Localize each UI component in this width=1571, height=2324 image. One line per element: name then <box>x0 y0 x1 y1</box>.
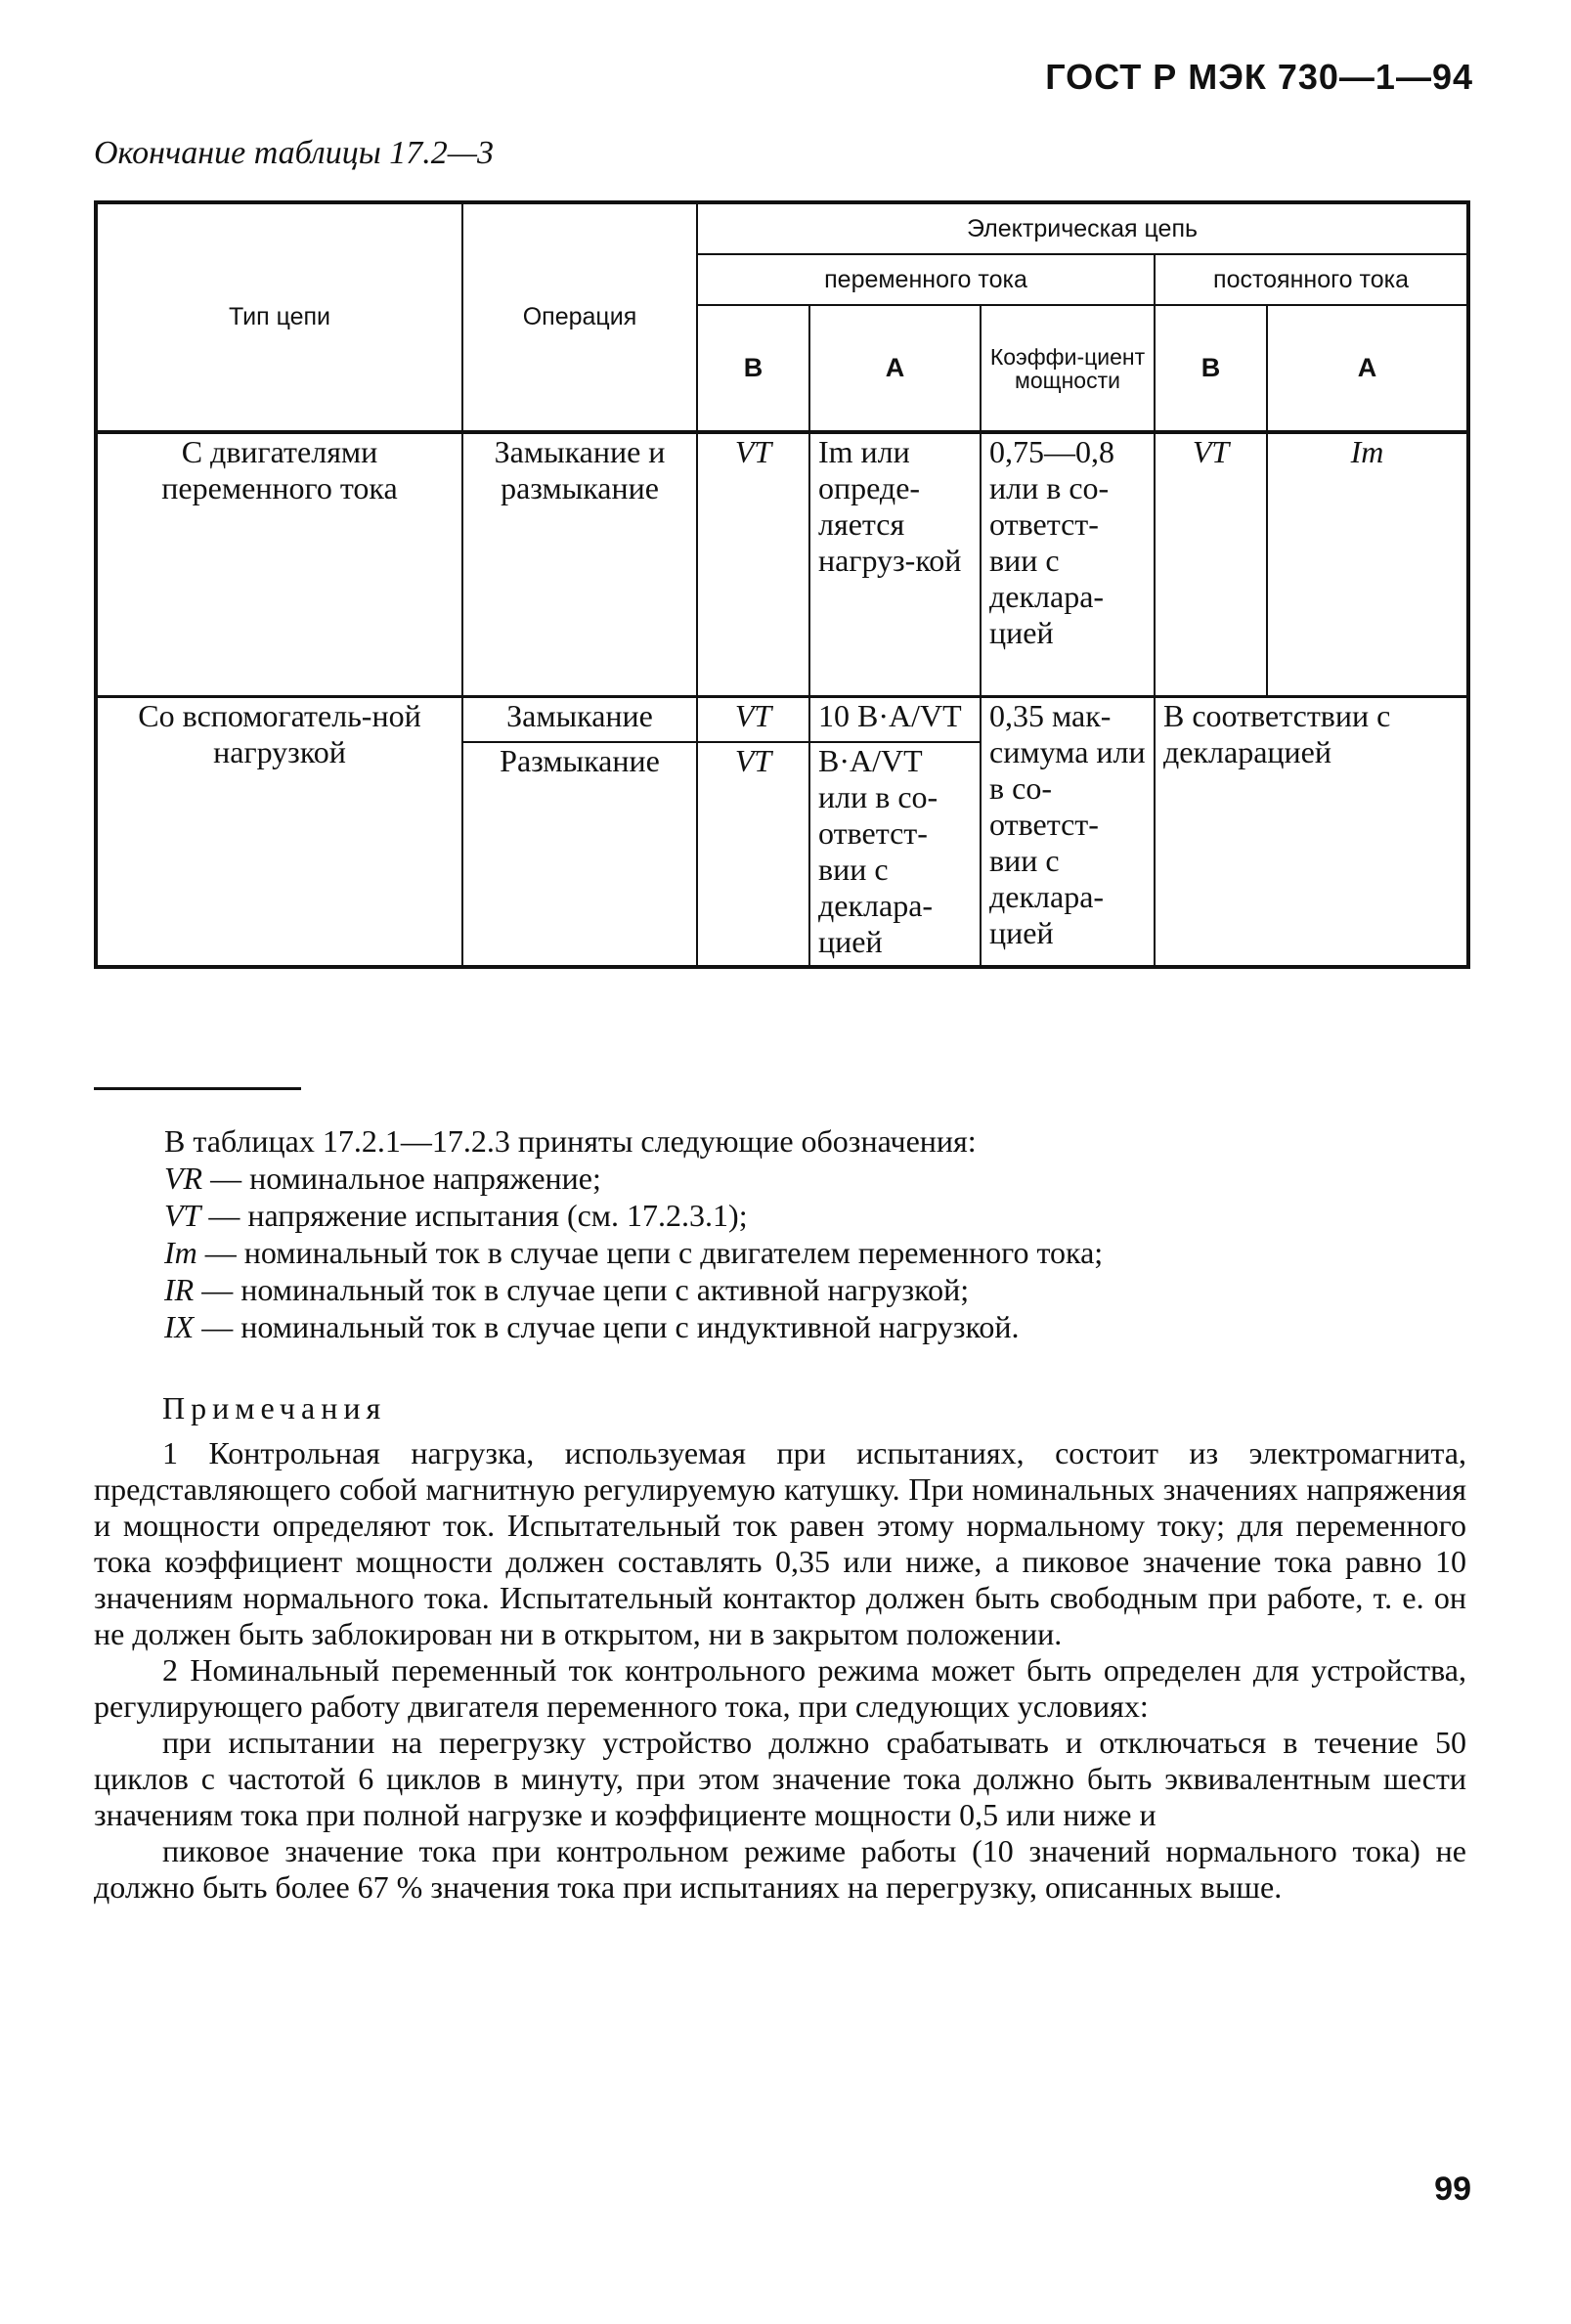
legend-text: — номинальное напряжение; <box>210 1161 601 1196</box>
legend <box>164 1122 1103 1345</box>
cell-operation-open: Размыкание <box>462 742 697 967</box>
table-row <box>96 432 1468 696</box>
col-header-operation: Операция <box>462 202 697 432</box>
legend-symbol: Im <box>164 1235 197 1270</box>
col-header-ac-voltage: В <box>697 305 809 432</box>
col-header-circuit-type: Тип цепи <box>96 202 462 432</box>
legend-symbol: IR <box>164 1272 195 1307</box>
notes-title: Примечания <box>162 1390 387 1425</box>
cell-operation: Замыкание и размыкание <box>462 432 697 696</box>
note-paragraph: пиковое значение тока при контрольном режиме работы (10 значений нормального тока) не должно быть более 67 % значения тока при испытаниях на перегрузку, описанных выше. <box>94 1833 1466 1905</box>
legend-symbol: VT <box>164 1198 201 1233</box>
legend-text: — номинальный ток в случае цепи с индуктивной нагрузкой. <box>201 1309 1020 1344</box>
page-number: 99 <box>1434 2171 1471 2208</box>
col-header-dc-voltage: В <box>1155 305 1267 432</box>
col-header-electric-circuit: Электрическая цепь <box>697 202 1468 254</box>
table-caption: Окончание таблицы 17.2—3 <box>94 135 495 171</box>
cell-operation-close: Замыкание <box>462 696 697 742</box>
cell-dc-declaration: В соответствии с декларацией <box>1155 696 1468 967</box>
col-header-dc: постоянного тока <box>1155 254 1468 305</box>
legend-text: — напряжение испытания (см. 17.2.3.1); <box>208 1198 748 1233</box>
legend-item <box>164 1197 1103 1234</box>
cell-close-voltage: VT <box>697 696 809 742</box>
legend-item <box>164 1234 1103 1271</box>
note-paragraph: при испытании на перегрузку устройство должно срабатывать и отключаться в течение 50 циклов с частотой 6 циклов в минуту, при этом значение тока должно быть эквивалентным шести значениям тока при полной нагрузке и коэффициенте мощности 0,5 или ниже и <box>94 1725 1466 1832</box>
col-header-ac: переменного тока <box>697 254 1155 305</box>
cell-power-factor: 0,75—0,8 или в со-ответст-вии с деклара-цией <box>981 432 1155 696</box>
legend-item <box>164 1271 1103 1308</box>
footnote-divider <box>94 1087 301 1090</box>
legend-item <box>164 1308 1103 1345</box>
specification-table <box>94 200 1470 969</box>
col-header-power-factor: Коэффи-циент мощности <box>981 305 1155 432</box>
legend-text: — номинальный ток в случае цепи с двигателем переменного тока; <box>204 1235 1104 1270</box>
cell-open-voltage: VT <box>697 742 809 967</box>
document-header: ГОСТ Р МЭК 730—1—94 <box>1045 57 1473 97</box>
cell-dc-current: Im <box>1267 432 1468 696</box>
cell-open-current: В·А/VT или в со-ответст-вии с деклара-цией <box>809 742 981 967</box>
legend-item <box>164 1160 1103 1197</box>
col-header-ac-current: А <box>809 305 981 432</box>
note-paragraph: 1 Контрольная нагрузка, используемая при испытаниях, состоит из электромагнита, представляющего собой магнитную регулируемую катушку. При номинальных значениях напряжения и мощности определяют ток. Испытательный ток равен этому нормальному току; для переменного тока коэффициент мощности должен составлять 0,35 или ниже, а пиковое значение тока равно 10 значениям нормального тока. Испытательный контактор должен быть свободным при работе, т. е. он не должен быть заблокирован ни в открытом, ни в закрытом положении. <box>94 1435 1466 1651</box>
table-row <box>96 696 1468 742</box>
col-header-dc-current: А <box>1267 305 1468 432</box>
legend-symbol: IX <box>164 1309 195 1344</box>
note-paragraph: 2 Номинальный переменный ток контрольного режима может быть определен для устройства, регулирующего работу двигателя переменного тока, при следующих условиях: <box>94 1652 1466 1724</box>
cell-close-current: 10 В·А/VT <box>809 696 981 742</box>
notes-body <box>94 1435 1466 1906</box>
legend-text: — номинальный ток в случае цепи с активной нагрузкой; <box>201 1272 970 1307</box>
legend-symbol: VR <box>164 1161 203 1196</box>
cell-circuit-type: С двигателями переменного тока <box>96 432 462 696</box>
cell-ac-voltage: VT <box>697 432 809 696</box>
legend-intro: В таблицах 17.2.1—17.2.3 приняты следующие обозначения: <box>164 1123 977 1159</box>
cell-ac-current: Im или опреде-ляется нагруз-кой <box>809 432 981 696</box>
cell-power-factor: 0,35 мак-симума или в со-ответст-вии с деклара-цией <box>981 696 1155 967</box>
cell-circuit-type: Со вспомогатель-ной нагрузкой <box>96 696 462 967</box>
cell-dc-voltage: VT <box>1155 432 1267 696</box>
